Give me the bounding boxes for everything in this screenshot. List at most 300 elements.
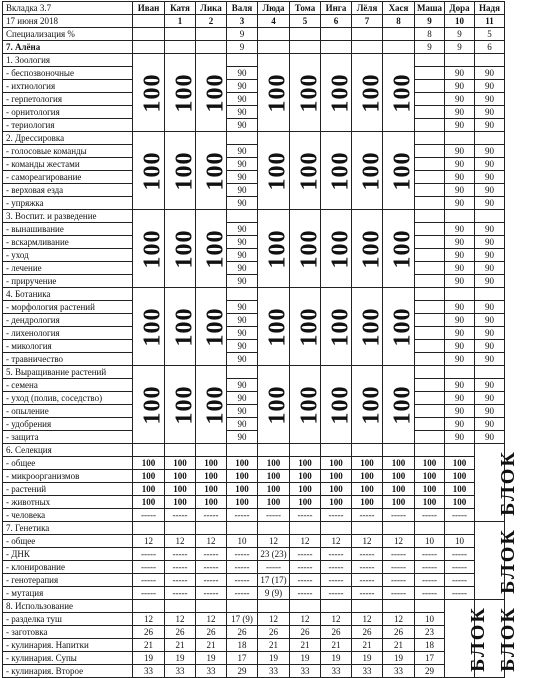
big-score-value: 100 [139, 385, 166, 424]
table-cell [165, 444, 196, 457]
table-row [3, 223, 505, 236]
table-cell: 100 [165, 496, 196, 509]
table-cell [475, 132, 505, 145]
table-cell [415, 327, 445, 340]
blok-label: БЛОК [496, 449, 519, 516]
table-cell: 100 [196, 470, 227, 483]
group-header-row [3, 132, 505, 145]
table-cell [445, 288, 475, 301]
blok-cell [475, 444, 519, 522]
table-cell: 100 [445, 483, 475, 496]
table-row [3, 418, 505, 431]
table-cell: 90 [227, 314, 258, 327]
table-cell: 90 [445, 158, 475, 171]
big-score-cell [290, 54, 321, 132]
table-cell: 90 [475, 67, 505, 80]
big-score-value: 100 [389, 151, 416, 190]
group-header-row [3, 366, 505, 379]
table-cell [321, 600, 352, 613]
table-cell: ----- [383, 509, 415, 522]
table-cell [383, 444, 415, 457]
table-cell [290, 600, 321, 613]
table-cell [415, 67, 445, 80]
table-row [3, 184, 505, 197]
big-score-cell [290, 288, 321, 366]
table-cell: 90 [445, 197, 475, 210]
table-cell: 100 [133, 470, 165, 483]
table-cell [445, 132, 475, 145]
table-cell: ----- [290, 548, 321, 561]
group-header-row [3, 288, 505, 301]
big-score-cell [383, 366, 415, 444]
table-cell: ----- [290, 574, 321, 587]
table-cell: 100 [445, 496, 475, 509]
table-cell: 90 [227, 327, 258, 340]
big-score-value: 100 [171, 229, 198, 268]
big-score-value: 100 [389, 229, 416, 268]
table-row [3, 119, 505, 132]
big-score-value: 100 [264, 73, 291, 112]
big-score-value: 100 [202, 229, 229, 268]
table-cell [415, 418, 445, 431]
blok-label: БЛОК [496, 605, 519, 672]
table-cell: 100 [352, 457, 383, 470]
table-cell: 90 [445, 80, 475, 93]
table-cell: 90 [227, 353, 258, 366]
table-cell: 90 [227, 301, 258, 314]
table-cell: 90 [475, 314, 505, 327]
item-label: - герпетология [3, 93, 133, 106]
table-cell: ----- [133, 587, 165, 600]
big-score-value: 100 [202, 385, 229, 424]
table-cell: ----- [415, 548, 445, 561]
table-cell: 100 [415, 496, 445, 509]
table-cell: 100 [383, 496, 415, 509]
group-title: 4. Ботаника [3, 288, 133, 301]
table-cell: 90 [227, 418, 258, 431]
table-cell [258, 600, 290, 613]
col-num-8: 8 [383, 15, 415, 28]
table-cell: 100 [258, 496, 290, 509]
big-score-value: 100 [139, 73, 166, 112]
table-cell: 26 [321, 626, 352, 639]
group-title: 8. Использование [3, 600, 133, 613]
table-cell: 90 [445, 405, 475, 418]
table-cell: 90 [227, 93, 258, 106]
table-cell [196, 41, 227, 54]
table-cell [415, 158, 445, 171]
col-num-4: 4 [258, 15, 290, 28]
table-cell: ----- [258, 561, 290, 574]
table-cell: 100 [352, 496, 383, 509]
table-row [3, 587, 505, 600]
table-cell: 90 [475, 418, 505, 431]
table-cell: 100 [133, 457, 165, 470]
table-cell: 90 [445, 301, 475, 314]
col-num-11: 11 [475, 15, 505, 28]
table-cell: 90 [475, 327, 505, 340]
table-cell: 100 [383, 457, 415, 470]
table-cell: 19 [258, 652, 290, 665]
col-head-3: Валя [227, 2, 258, 15]
table-cell: 100 [290, 470, 321, 483]
table-cell: 90 [227, 405, 258, 418]
table-cell [227, 288, 258, 301]
table-cell: ----- [445, 561, 475, 574]
table-cell: ----- [133, 548, 165, 561]
table-cell: 90 [475, 262, 505, 275]
table-cell: 33 [133, 665, 165, 678]
table-cell: 90 [475, 184, 505, 197]
table-cell [321, 28, 352, 41]
table-cell: 90 [227, 184, 258, 197]
big-score-cell [290, 366, 321, 444]
table-cell: 9 (9) [258, 587, 290, 600]
table-cell: ----- [227, 574, 258, 587]
table-cell: 100 [321, 470, 352, 483]
table-cell: 100 [227, 457, 258, 470]
col-head-9: Маша [415, 2, 445, 15]
table-cell: 12 [321, 535, 352, 548]
table-cell: 26 [227, 626, 258, 639]
table-cell: 100 [290, 457, 321, 470]
big-score-value: 100 [264, 307, 291, 346]
table-cell: 9 [415, 41, 445, 54]
table-cell [196, 28, 227, 41]
table-cell: 12 [352, 535, 383, 548]
col-num-1: 1 [165, 15, 196, 28]
big-score-value: 100 [139, 307, 166, 346]
table-cell: 90 [227, 392, 258, 405]
big-score-value: 100 [139, 151, 166, 190]
table-cell: 90 [227, 249, 258, 262]
table-cell: 17 [227, 652, 258, 665]
table-cell: 26 [165, 626, 196, 639]
table-cell: 29 [415, 665, 445, 678]
table-cell: ----- [165, 509, 196, 522]
table-cell: 90 [227, 158, 258, 171]
item-label: - клонирование [3, 561, 133, 574]
table-cell [415, 444, 445, 457]
table-cell [352, 41, 383, 54]
big-score-cell [352, 210, 383, 288]
header-names-row [3, 2, 505, 15]
table-cell: 21 [290, 639, 321, 652]
table-cell [415, 314, 445, 327]
table-cell [445, 444, 475, 457]
table-cell: 90 [475, 80, 505, 93]
big-score-cell [133, 288, 165, 366]
table-cell: 12 [133, 613, 165, 626]
table-cell: ----- [196, 509, 227, 522]
table-cell: 21 [133, 639, 165, 652]
item-label: - генотерапия [3, 574, 133, 587]
big-score-cell [133, 132, 165, 210]
table-cell: ----- [321, 548, 352, 561]
table-cell: 12 [290, 535, 321, 548]
table-cell: 12 [196, 613, 227, 626]
table-cell: ----- [165, 561, 196, 574]
table-cell: ----- [227, 587, 258, 600]
table-cell: 90 [445, 171, 475, 184]
table-cell [165, 600, 196, 613]
table-cell: 12 [258, 613, 290, 626]
table-cell: 90 [227, 119, 258, 132]
table-cell [196, 444, 227, 457]
col-head-2: Лика [196, 2, 227, 15]
table-cell: 100 [227, 496, 258, 509]
group-title: 1. Зоология [3, 54, 133, 67]
table-cell: ----- [415, 574, 445, 587]
table-cell [475, 366, 505, 379]
group-header-row [3, 600, 505, 613]
big-score-value: 100 [358, 229, 385, 268]
item-label: - морфология растений [3, 301, 133, 314]
table-cell: 26 [196, 626, 227, 639]
table-cell [415, 340, 445, 353]
table-cell: 90 [445, 314, 475, 327]
big-score-cell [383, 210, 415, 288]
item-label: - дендрология [3, 314, 133, 327]
table-cell [165, 28, 196, 41]
table-cell: ----- [196, 587, 227, 600]
table-cell [383, 28, 415, 41]
table-cell: 100 [133, 496, 165, 509]
table-cell: ----- [415, 587, 445, 600]
table-cell: 100 [352, 470, 383, 483]
table-row [3, 548, 505, 561]
table-row [3, 158, 505, 171]
big-score-value: 100 [264, 385, 291, 424]
group-title: 2. Дрессировка [3, 132, 133, 145]
table-row [3, 496, 505, 509]
table-cell: 26 [352, 626, 383, 639]
table-row [3, 275, 505, 288]
big-score-cell [258, 132, 290, 210]
table-cell [415, 431, 445, 444]
item-label: - орнитология [3, 106, 133, 119]
table-cell: 90 [227, 106, 258, 119]
table-cell: 26 [290, 626, 321, 639]
table-cell: ----- [133, 561, 165, 574]
table-cell [415, 119, 445, 132]
table-cell: 33 [383, 665, 415, 678]
table-cell [133, 600, 165, 613]
table-cell: 33 [321, 665, 352, 678]
table-cell [445, 366, 475, 379]
big-score-cell [383, 132, 415, 210]
item-label: - вскармливание [3, 236, 133, 249]
table-cell: 90 [445, 67, 475, 80]
table-cell: ----- [227, 509, 258, 522]
table-cell [321, 522, 352, 535]
item-label: - беспозвоночные [3, 67, 133, 80]
table-cell: ----- [196, 574, 227, 587]
col-head-8: Хася [383, 2, 415, 15]
table-cell [415, 171, 445, 184]
group-title: 7. Генетика [3, 522, 133, 535]
table-cell: 33 [165, 665, 196, 678]
table-cell: ----- [196, 548, 227, 561]
item-label: - животных [3, 496, 133, 509]
item-label: - растений [3, 483, 133, 496]
big-score-value: 100 [389, 307, 416, 346]
table-cell [258, 522, 290, 535]
big-score-value: 100 [296, 151, 323, 190]
col-num-5: 5 [290, 15, 321, 28]
table-cell: ----- [445, 509, 475, 522]
table-cell: 90 [227, 67, 258, 80]
table-cell: 33 [258, 665, 290, 678]
table-cell [196, 522, 227, 535]
col-head-10: Дора [445, 2, 475, 15]
table-cell: 90 [227, 275, 258, 288]
item-label: - травничество [3, 353, 133, 366]
table-cell: 100 [165, 470, 196, 483]
table-row [3, 106, 505, 119]
table-row [3, 457, 505, 470]
table-cell: ----- [227, 561, 258, 574]
item-label: - микология [3, 340, 133, 353]
table-cell: ----- [415, 561, 445, 574]
item-label: - лечение [3, 262, 133, 275]
item-label: - человека [3, 509, 133, 522]
table-cell: 10 [415, 613, 445, 626]
table-cell: 90 [227, 197, 258, 210]
table-cell: ----- [321, 587, 352, 600]
table-row [3, 639, 505, 652]
table-cell: 90 [445, 145, 475, 158]
big-score-cell [290, 210, 321, 288]
table-cell: ----- [321, 561, 352, 574]
big-score-cell [196, 288, 227, 366]
item-label: - уход (полив, соседство) [3, 392, 133, 405]
table-cell: ----- [321, 509, 352, 522]
item-label: - ихтиология [3, 80, 133, 93]
table-cell: 19 [165, 652, 196, 665]
table-cell: 100 [165, 483, 196, 496]
table-cell: 100 [290, 483, 321, 496]
table-row [3, 262, 505, 275]
table-cell [415, 405, 445, 418]
table-cell: 90 [475, 379, 505, 392]
table-cell: ----- [352, 587, 383, 600]
table-cell: 90 [227, 262, 258, 275]
table-cell [415, 145, 445, 158]
big-score-cell [321, 54, 352, 132]
table-row [3, 561, 505, 574]
table-cell [415, 275, 445, 288]
table-cell [321, 444, 352, 457]
table-cell: 12 [165, 535, 196, 548]
big-score-value: 100 [389, 385, 416, 424]
table-cell [352, 28, 383, 41]
big-score-cell [352, 54, 383, 132]
table-cell [445, 210, 475, 223]
big-score-value: 100 [264, 151, 291, 190]
item-label: - уход [3, 249, 133, 262]
specialization-row [3, 28, 505, 41]
table-cell: 19 [133, 652, 165, 665]
table-cell: 100 [445, 470, 475, 483]
table-cell [445, 54, 475, 67]
table-cell: 19 [352, 652, 383, 665]
table-cell [415, 223, 445, 236]
table-cell: 90 [227, 145, 258, 158]
item-label: - разделка туш [3, 613, 133, 626]
col-num-3: 3 [227, 15, 258, 28]
table-row [3, 236, 505, 249]
table-cell: ----- [290, 509, 321, 522]
big-score-value: 100 [171, 385, 198, 424]
big-score-cell [258, 288, 290, 366]
table-cell: 17 (9) [227, 613, 258, 626]
table-cell: 100 [415, 483, 445, 496]
table-row [3, 431, 505, 444]
table-cell: 10 [445, 535, 475, 548]
table-row [3, 470, 505, 483]
big-score-cell [196, 54, 227, 132]
table-cell: 90 [227, 171, 258, 184]
big-score-value: 100 [327, 385, 354, 424]
group-header-row [3, 54, 505, 67]
table-cell [415, 301, 445, 314]
table-cell: 100 [227, 470, 258, 483]
item-label: - голосовые команды [3, 145, 133, 158]
big-score-cell [383, 54, 415, 132]
table-cell [415, 392, 445, 405]
group-header-row [3, 210, 505, 223]
item-label: - общее [3, 535, 133, 548]
blok-label: БЛОК [466, 605, 489, 672]
table-cell: 90 [475, 405, 505, 418]
table-row [3, 379, 505, 392]
table-cell: 90 [475, 119, 505, 132]
big-score-cell [352, 288, 383, 366]
table-cell [227, 132, 258, 145]
big-score-value: 100 [389, 73, 416, 112]
table-cell [227, 366, 258, 379]
table-cell: ----- [445, 548, 475, 561]
big-score-cell [258, 366, 290, 444]
table-cell: ----- [196, 561, 227, 574]
table-cell: 90 [475, 431, 505, 444]
col-head-7: Лёля [352, 2, 383, 15]
big-score-value: 100 [358, 307, 385, 346]
big-score-value: 100 [171, 151, 198, 190]
table-cell [133, 41, 165, 54]
table-cell: ----- [133, 509, 165, 522]
col-head-1: Катя [165, 2, 196, 15]
item-label: - команды жестами [3, 158, 133, 171]
table-cell: 90 [445, 262, 475, 275]
table-cell: 90 [475, 249, 505, 262]
table-cell [383, 522, 415, 535]
table-cell: 90 [475, 145, 505, 158]
blok-cell [445, 600, 489, 678]
table-cell [352, 600, 383, 613]
big-score-cell [290, 132, 321, 210]
table-cell: 100 [321, 496, 352, 509]
table-cell: 23 [415, 626, 445, 639]
table-cell: 90 [445, 340, 475, 353]
table-cell: 26 [133, 626, 165, 639]
big-score-value: 100 [202, 151, 229, 190]
table-cell [165, 41, 196, 54]
table-cell [383, 600, 415, 613]
table-cell: 100 [321, 483, 352, 496]
sheet-title: Вкладка 3.7 [3, 2, 133, 15]
